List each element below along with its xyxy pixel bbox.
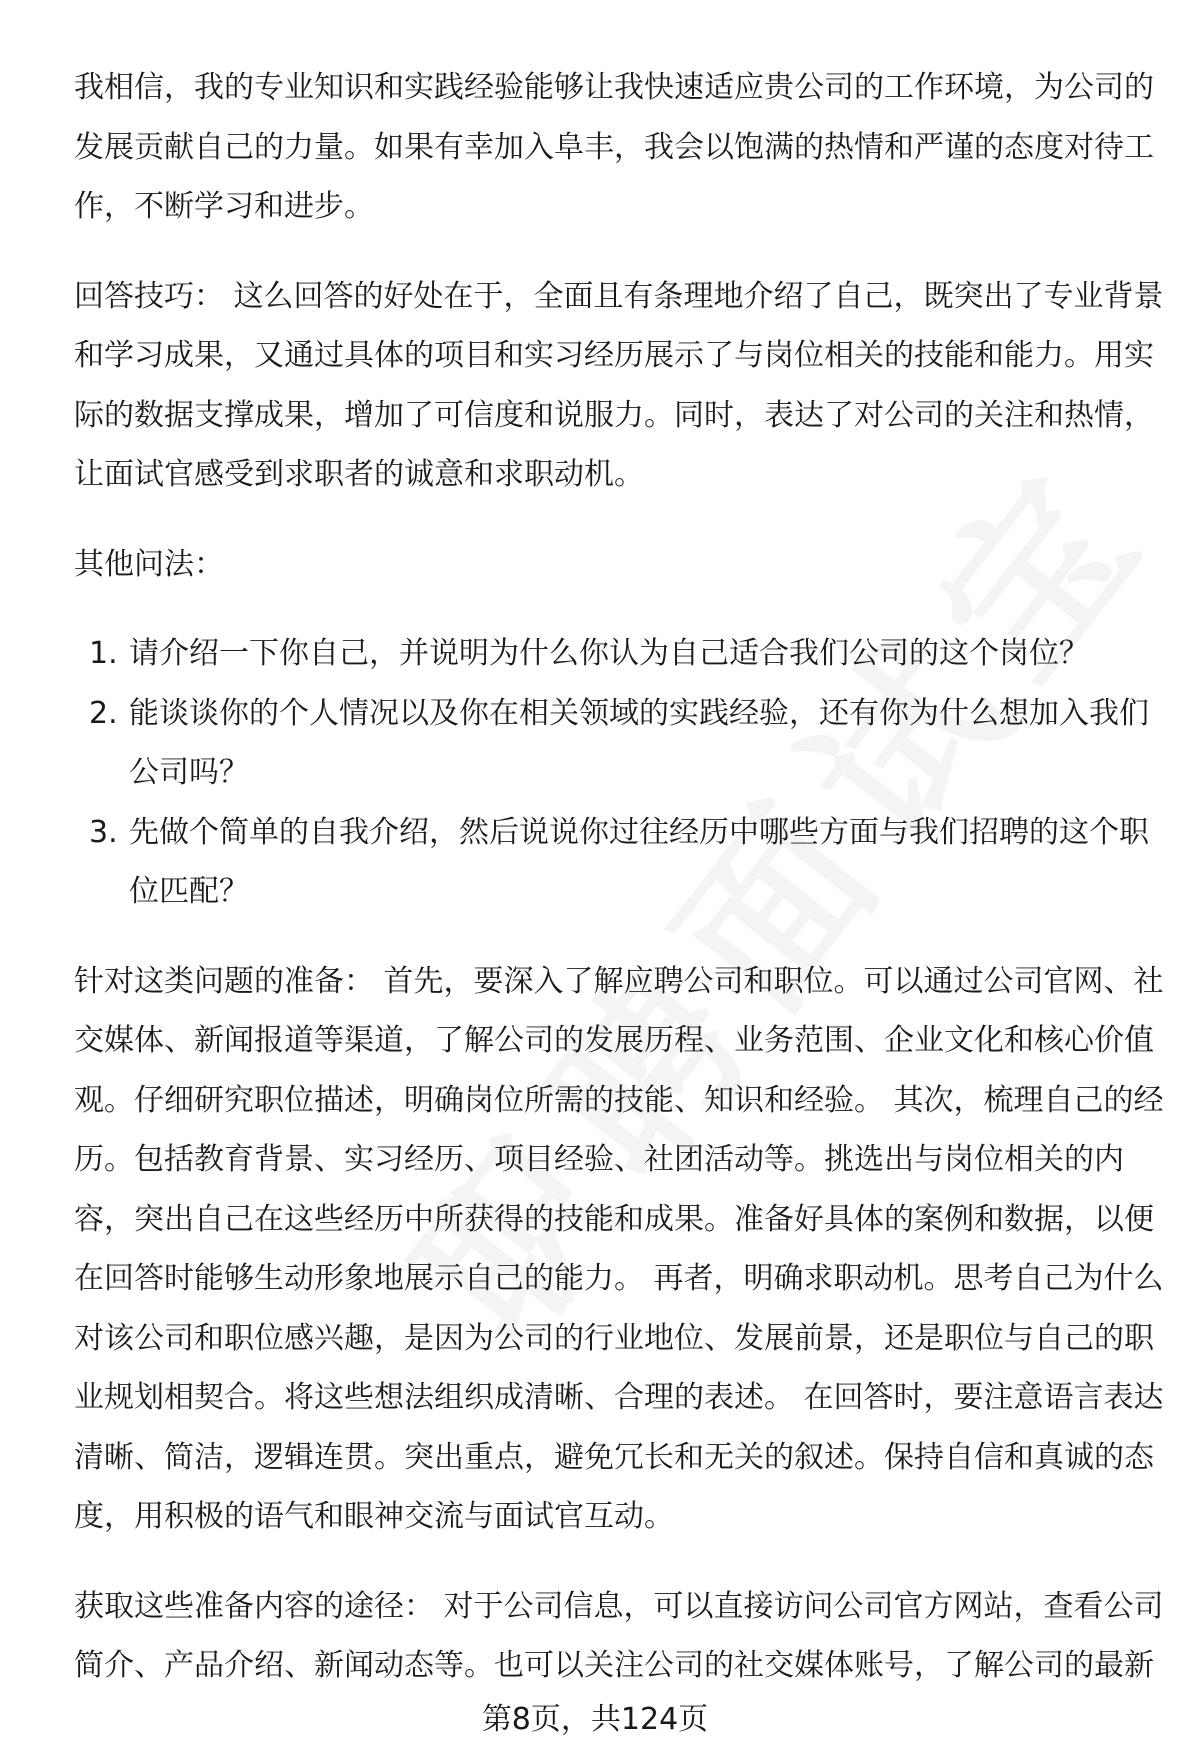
paragraph-preparation: 针对这类问题的准备： 首先，要深入了解应聘公司和职位。可以通过公司官网、社交媒体、新闻报道等渠道，了解公司的发展历程、业务范围、企业文化和核心价值观。仔细研究职位描述，明确岗位所需的技能、知识和经验。 其次，梳理自己的经历。包括教育背景、实习经历、项目经验、社团活动等。挑选出与岗位相关的内容，突出自己在这些经历中所获得的技能和成果。准备好具体的案例和数据，以便在回答时能够生动形象地展示自己的能力。 再者，明确求职动机。思考自己为什么对该公司和职位感兴趣，是因为公司的行业地位、发展前景，还是职位与自己的职业规划相契合。将这些想法组织成清晰、合理的表述。 在回答时，要注意语言表达清晰、简洁，逻辑连贯。突出重点，避免冗长和无关的叙述。保持自信和真诚的态度，用积极的语气和眼神交流与面试官互动。	[74, 963, 1164, 1534]
paragraph-intro-closing: 我相信，我的专业知识和实践经验能够让我快速适应贵公司的工作环境，为公司的发展贡献自己的力量。如果有幸加入阜丰，我会以饱满的热情和严谨的态度对待工作，不断学习和进步。	[74, 70, 1154, 224]
list-item-number: 1.	[89, 636, 118, 671]
list-item-number: 3.	[89, 814, 118, 850]
paragraph-answer-tips: 回答技巧： 这么回答的好处在于，全面且有条理地介绍了自己，既突出了专业背景和学习成果，又通过具体的项目和实习经历展示了与岗位相关的技能和能力。用实际的数据支撑成果，增加了可信度和说服力。同时，表达了对公司的关注和热情，让面试官感受到求职者的诚意和求职动机。	[74, 278, 1164, 492]
list-item-text: 能谈谈你的个人情况以及你在相关领域的实践经验，还有你为什么想加入我们公司吗？	[129, 695, 1149, 790]
list-item	[74, 684, 1174, 803]
list-item-number: 2.	[89, 695, 118, 731]
paragraph-sources: 获取这些准备内容的途径： 对于公司信息，可以直接访问公司官方网站，查看公司简介、产品介绍、新闻动态等。也可以关注公司的社交媒体账号，了解公司的最新	[74, 1588, 1164, 1683]
list-item	[74, 803, 1174, 922]
document-body	[74, 58, 1174, 1726]
list-item-text: 先做个简单的自我介绍，然后说说你过往经历中哪些方面与我们招聘的这个职位匹配？	[129, 814, 1149, 909]
list-item-text: 请介绍一下你自己，并说明为什么你认为自己适合我们公司的这个岗位？	[129, 636, 1089, 671]
paragraph-other-questions-heading: 其他问法：	[74, 546, 224, 582]
list-item	[74, 624, 1174, 684]
page-number: 第8页，共124页	[481, 1702, 709, 1737]
alt-questions-list	[74, 624, 1174, 922]
